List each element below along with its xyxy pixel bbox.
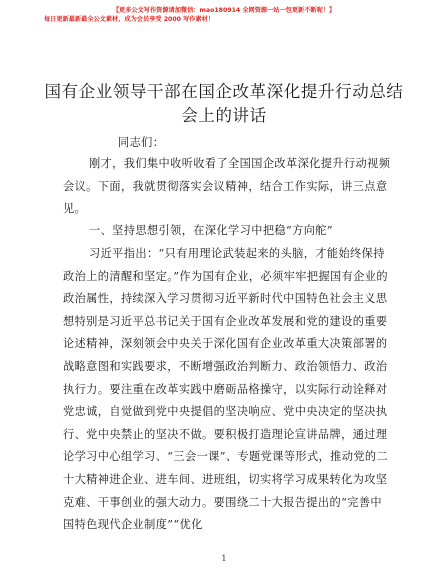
- document-title: 国有企业领导干部在国企改革深化提升行动总结会上的讲话: [44, 82, 404, 125]
- greeting: 同志们：: [118, 136, 165, 149]
- promo-banner: [0, 6, 448, 24]
- section-heading-1: 一、坚持思想引领，在深化学习中把稳“方向舵”: [89, 224, 333, 237]
- paragraph-section-1: 习近平指出：“只有用理论武装起来的头脑，才能始终保持政治上的清醒和坚定。”作为国有企业，必须牢牢把握国有企业的政治属性，持续深入学习贯彻习近平新时代中国特色社会主义思想特别是习近平总书记关于国有企业改革发展和党的建设的重要论述精神，深刻领会中央关于深化国有企业改革重大决策部署的战略意图和实践要求，不断增强政治判断力、政治领悟力、政治执行力。要注重在改革实践中磨砺品格操守，以实际行动诠释对党忠诚，自觉做到党中央提倡的坚决响应、党中央决定的坚决执行、党中央禁止的坚决不做。要积极打造理论宣讲品牌，通过理论学习中心组学习、“三会一课”、专题党课等形式，推动党的二十大精神进企业、进车间、进班组，切实将学习成果转化为攻坚克难、干事创业的强大动力。要围绕二十大报告提出的“完善中国特色现代企业制度”“优化: [63, 247, 389, 532]
- page-number: 1: [221, 554, 227, 564]
- paragraph-intro: 刚才，我们集中收听收看了全国国企改革深化提升行动视频会议。下面，我就贯彻落实会议精神，结合工作实际，讲三点意见。: [63, 157, 391, 216]
- promo-line-1: 【更多公文写作资源请加微信：mao180914 全网资源一站一包更新不断呢！】: [112, 7, 336, 14]
- promo-line-2: 每日更新最新最全公文素材，成为会员享受 2000 写作素材！: [44, 16, 215, 23]
